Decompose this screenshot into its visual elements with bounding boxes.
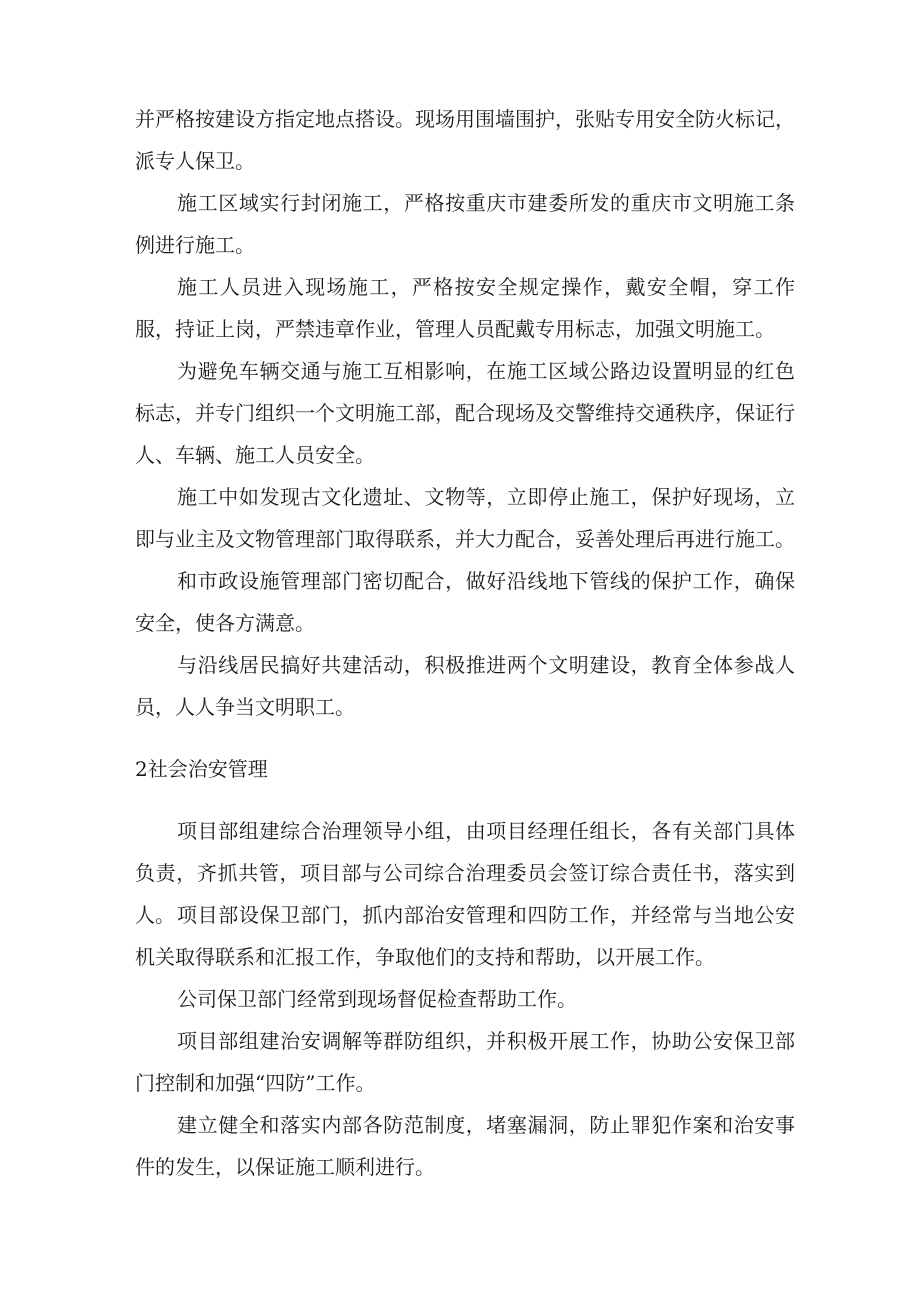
paragraph-site-fencing: 并严格按建设方指定地点搭设。现场用围墙围护，张贴专用安全防火标记，派专人保卫。 [135, 107, 795, 173]
paragraph-leadership-group: 项目部组建综合治理领导小组，由项目经理任组长，各有关部门具体负责，齐抓共管，项目部与公司综合治理委员会签订综合责任书，落实到人。 [135, 819, 795, 927]
paragraph-closed-construction: 施工区域实行封闭施工，严格按重庆市建委所发的重庆市文明施工条例进行施工。 [135, 191, 795, 257]
paragraph-resident-cooperation: 与沿线居民搞好共建活动，积极推进两个文明建设，教育全体参战人员，人人争当文明职工。 [135, 653, 795, 719]
paragraph-traffic-control: 为避免车辆交通与施工互相影响，在施工区域公路边设置明显的红色标志，并专门组织一个文明施工部，配合现场及交警维持交通秩序，保证行人、车辆、施工人员安全。 [135, 359, 795, 467]
section-heading: 2社会治安管理 [135, 757, 268, 781]
paragraph-cultural-relics: 施工中如发现古文化遗址、文物等，立即停止施工，保护好现场，立即与业主及文物管理部门取得联系，并大力配合，妥善处理后再进行施工。 [135, 485, 795, 551]
paragraph-security-department: 项目部设保卫部门，抓内部治安管理和四防工作，并经常与当地公安机关取得联系和汇报工作，争取他们的支持和帮助，以开展工作。 [135, 903, 795, 969]
paragraph-worker-safety: 施工人员进入现场施工，严格按安全规定操作，戴安全帽，穿工作服，持证上岗，严禁违章作业，管理人员配戴专用标志，加强文明施工。 [135, 275, 795, 341]
paragraph-prevention-system: 建立健全和落实内部各防范制度，堵塞漏洞，防止罪犯作案和治安事件的发生，以保证施工顺利进行。 [135, 1113, 795, 1179]
paragraph-company-inspection: 公司保卫部门经常到现场督促检查帮助工作。 [177, 987, 577, 1011]
paragraph-municipal-pipelines: 和市政设施管理部门密切配合，做好沿线地下管线的保护工作，确保安全，使各方满意。 [135, 569, 795, 635]
paragraph-mediation-organization: 项目部组建治安调解等群防组织，并积极开展工作，协助公安保卫部门控制和加强“四防”工作。 [135, 1029, 795, 1095]
